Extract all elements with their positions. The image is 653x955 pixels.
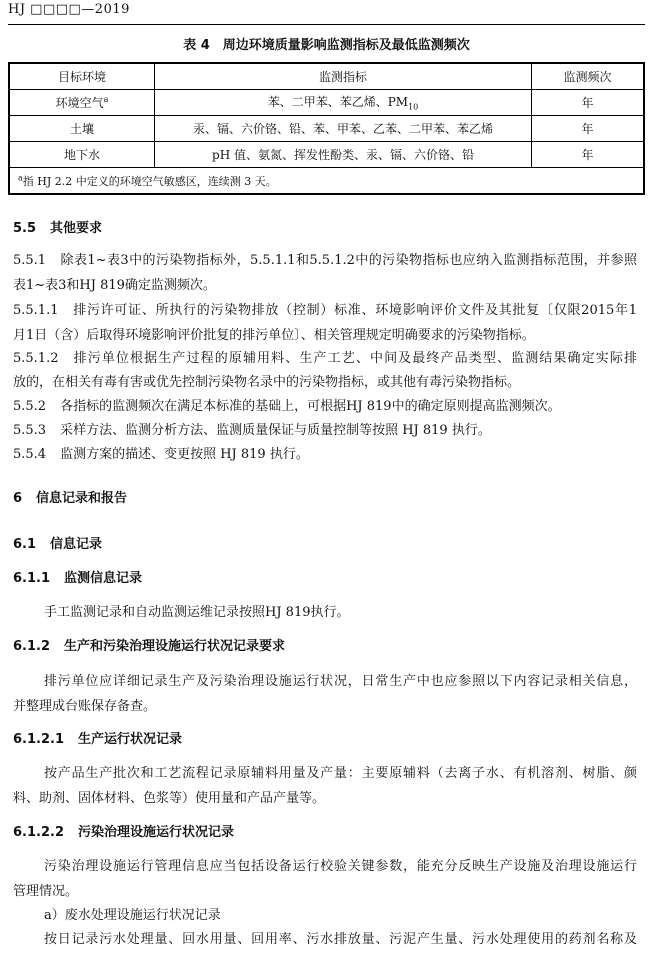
section-heading: 6.1 信息记录 — [13, 537, 103, 552]
footnote-marker: a — [18, 172, 23, 182]
paragraph-line: 排污单位应详细记录生产及污染治理设施运行状况，日常生产中也应参照以下内容记录相关信息， — [44, 674, 637, 689]
paragraph-line: 月1日（含）后取得环境影响评价批复的排污单位〕、相关管理规定明确要求的污染物指标。 — [13, 328, 535, 343]
paragraph-line: 按日记录污水处理量、回水用量、回用率、污水排放量、污泥产生量、污水处理使用的药剂名称及 — [44, 932, 637, 947]
table-note — [9, 168, 644, 195]
table-cell: 年 — [532, 116, 645, 142]
paragraph-line: 5.5.4 监测方案的描述、变更按照 HJ 819 执行。 — [13, 447, 309, 462]
table-note-row — [9, 168, 644, 195]
paragraph-line: 料、助剂、固体材料、色浆等）使用量和产品产量等。 — [13, 791, 326, 806]
paragraph-line: 并整理成台账保存备查。 — [13, 699, 157, 714]
paragraph-line: 5.5.2 各指标的监测频次在满足本标准的基础上，可根据HJ 819中的确定原则提高监测频次。 — [13, 399, 561, 414]
section-heading: 6 信息记录和报告 — [13, 491, 128, 506]
table-cell — [155, 90, 532, 116]
paragraph-line: 污染治理设施运行管理信息应当包括设备运行校验关键参数，能充分反映生产设施及治理设施运行 — [44, 859, 637, 874]
monitoring-table — [8, 62, 645, 195]
page-header: HJ □□□□—2019 — [8, 2, 130, 17]
paragraph-line: 按产品生产批次和工艺流程记录原辅料用量及产量：主要原辅料（去离子水、有机溶剂、树脂、颜 — [44, 766, 637, 781]
paragraph-line: 管理情况。 — [13, 884, 79, 899]
paragraph-line: 手工监测记录和自动监测运维记录按照HJ 819执行。 — [44, 605, 350, 620]
section-heading: 6.1.2.1 生产运行状况记录 — [13, 732, 183, 747]
cell-text: 苯、二甲苯、苯乙烯、PM — [267, 95, 409, 110]
column-header: 监测频次 — [532, 63, 645, 90]
table-cell: 地下水 — [9, 142, 155, 168]
column-header: 目标环境 — [9, 63, 155, 90]
note-text: 指 HJ 2.2 中定义的环境空气敏感区，连续测 3 天。 — [22, 174, 277, 188]
table-cell: pH 值、氨氮、挥发性酚类、汞、镉、六价铬、铅 — [155, 142, 532, 168]
table-cell: 土壤 — [9, 116, 155, 142]
section-heading: 5.5 其他要求 — [13, 221, 103, 236]
cell-text: 环境空气 — [55, 96, 104, 110]
paragraph-line: 表1~表3和HJ 819确定监测频次。 — [13, 278, 216, 293]
table-cell: 年 — [532, 142, 645, 168]
paragraph-line: 5.5.1.1 排污许可证、所执行的污染物排放（控制）标准、环境影响评价文件及其批复〔仅限2015年1 — [13, 303, 637, 318]
table-row — [9, 116, 644, 142]
table-cell: 汞、镉、六价铬、铅、苯、甲苯、乙苯、二甲苯、苯乙烯 — [155, 116, 532, 142]
table-row — [9, 90, 644, 116]
subscript: 10 — [408, 102, 419, 112]
table-header-row — [9, 63, 644, 90]
column-header: 监测指标 — [155, 63, 532, 90]
section-heading: 6.1.2.2 污染治理设施运行状况记录 — [13, 825, 235, 840]
table-row — [9, 142, 644, 168]
header-rule — [8, 24, 645, 25]
paragraph-line: 5.5.1.2 排污单位根据生产过程的原辅用料、生产工艺、中间及最终产品类型、监测结果确定实际排 — [13, 351, 637, 366]
table-title: 表 4 周边环境质量影响监测指标及最低监测频次 — [183, 38, 470, 53]
paragraph-line: 放的，在相关有毒有害或优先控制污染物名录中的污染物指标，或其他有毒污染物指标。 — [13, 375, 521, 390]
paragraph-line: 5.5.1 除表1~表3中的污染物指标外，5.5.1.1和5.5.1.2中的污染物指标也应纳入监测指标范围，并参照 — [13, 253, 637, 268]
footnote-marker: a — [103, 95, 109, 104]
table-cell: 年 — [532, 90, 645, 116]
table-cell — [9, 90, 155, 116]
paragraph-line: 5.5.3 采样方法、监测分析方法、监测质量保证与质量控制等按照 HJ 819 执行。 — [13, 423, 491, 438]
section-heading: 6.1.2 生产和污染治理设施运行状况记录要求 — [13, 639, 286, 654]
list-item: a）废水处理设施运行状况记录 — [44, 908, 221, 923]
section-heading: 6.1.1 监测信息记录 — [13, 571, 143, 586]
